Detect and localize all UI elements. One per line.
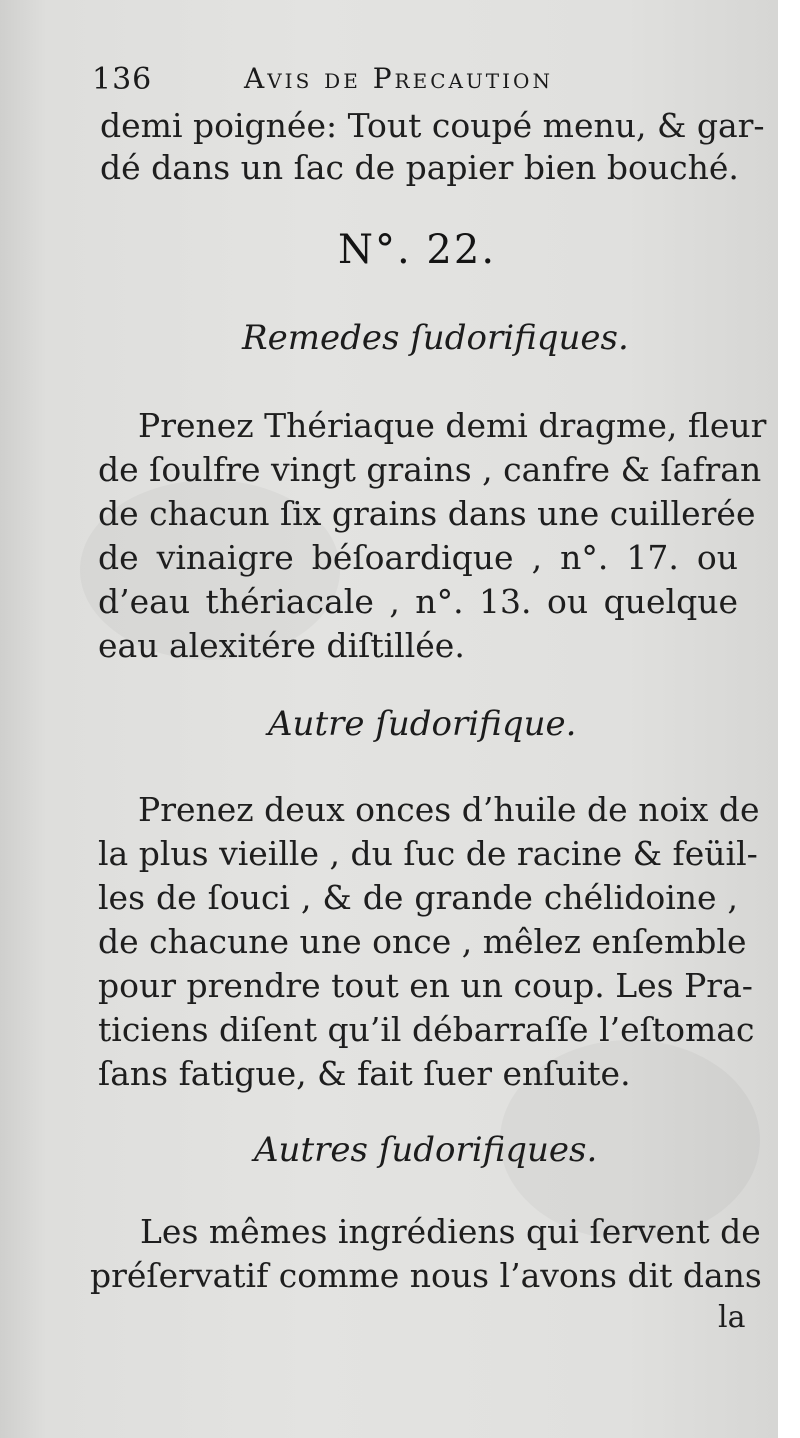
catchword: la	[718, 1300, 746, 1335]
text-line: Prenez deux onces d’huile de noix de	[138, 790, 760, 829]
section-number: N°. 22.	[338, 227, 497, 273]
text-line: Prenez Thériaque demi dragme, fleur	[138, 406, 767, 445]
page-number: 136	[92, 62, 153, 97]
section-heading: Remedes ſudorifiques.	[242, 318, 629, 358]
text-line: de chacun ſix grains dans une cuillerée	[98, 494, 756, 533]
text-line: préſervatif comme nous l’avons dit dans	[90, 1256, 762, 1295]
text-line: de ſoulfre vingt grains , canfre & ſafran	[98, 450, 762, 489]
text-line: eau alexitére diſtillée.	[98, 626, 465, 665]
text-line: demi poignée: Tout coupé menu, & gar-	[100, 106, 765, 145]
running-head: Avis de Precaution	[244, 62, 553, 95]
section-heading: Autre ſudorifique.	[268, 704, 577, 744]
text-line: ſans fatigue, & fait ſuer enſuite.	[98, 1054, 631, 1093]
text-line: de chacune une once , mêlez enſemble	[98, 922, 747, 961]
text-line: d’eau thériacale , n°. 13. ou quelque	[98, 582, 738, 621]
text-line: dé dans un ſac de papier bien bouché.	[100, 148, 739, 187]
text-line: les de ſouci , & de grande chélidoine ,	[98, 878, 738, 917]
section-heading: Autres ſudorifiques.	[254, 1130, 598, 1170]
text-line: de vinaigre béſoardique , n°. 17. ou	[98, 538, 738, 577]
text-line: Les mêmes ingrédiens qui ſervent de	[140, 1212, 761, 1251]
text-line: la plus vieille , du ſuc de racine & feüil-	[98, 834, 758, 873]
text-line: ticiens diſent qu’il débarraſſe l’eſtomac	[98, 1010, 755, 1049]
text-line: pour prendre tout en un coup. Les Pra-	[98, 966, 753, 1005]
page-header	[92, 58, 732, 108]
